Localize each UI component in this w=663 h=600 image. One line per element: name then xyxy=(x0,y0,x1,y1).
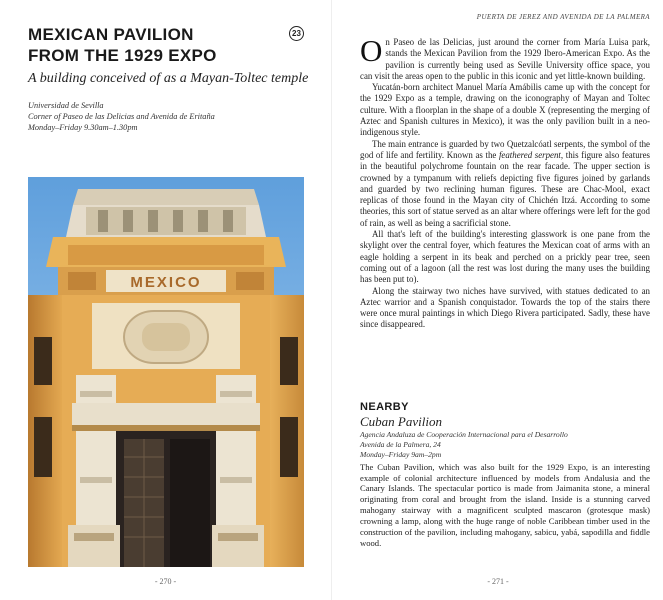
paragraph-3-emphasis: feathered serpent xyxy=(498,149,561,160)
entry-number-badge: 23 xyxy=(289,26,304,41)
info-address: Corner of Paseo de las Delicias and Avenida de Eritaña xyxy=(28,112,215,121)
nearby-section xyxy=(360,400,650,549)
right-page-number: - 271 - xyxy=(487,577,509,586)
paragraph-1-text: n Paseo de las Delicias, just around the corner from María Luisa park, stands the Mexican Pavilion from the 1929 Ibero-American Expo. As the pavilion is currently being used as Seville University office space, you can visit the areas open to the public in this iconic and yet little-known building. xyxy=(360,37,650,81)
pavilion-photo xyxy=(28,177,304,567)
paragraph-2: Yucatán-born architect Manuel María Amábilis came up with the concept for the 1929 Expo as a temple, drawing on the iconography of Mayan and Toltec culture. With a floorplan in the shape of a double X (representing the merging of Aztec and Spanish cultures in Mexico), it was the only pavilion built in a neo-indigenous style. xyxy=(360,82,650,138)
left-page xyxy=(0,0,331,600)
page-subtitle: A building conceived of as a Mayan-Toltec temple xyxy=(28,71,309,86)
title-line-2: FROM THE 1929 EXPO xyxy=(28,46,217,65)
visitor-info xyxy=(28,100,318,133)
nearby-heading: NEARBY xyxy=(360,401,409,413)
nearby-institution: Agencia Andaluza de Cooperación Internacional para el Desarrollo xyxy=(360,430,568,439)
article-body xyxy=(360,33,650,331)
title-line-1: MEXICAN PAVILION xyxy=(28,25,194,44)
mexico-sign: MEXICO xyxy=(130,274,202,291)
drop-cap: O xyxy=(360,33,383,68)
nearby-address: Avenida de la Palmera, 24 xyxy=(360,440,441,450)
paragraph-4: All that's left of the building's interesting glasswork is one pane from the skylight over the central foyer, which features the Mexican coat of arms with an eagle holding a serpent in its beak and perched on a prickly pear tree, seen coming out of a lagoon (all the rest was lost during the many uses the building has been put to). xyxy=(360,229,650,285)
paragraph-3 xyxy=(360,139,650,229)
paragraph-1 xyxy=(360,33,650,82)
paragraph-5: Along the stairway two niches have survived, with statues dedicated to an Aztec warrior and a Spanish conquistador. Towards the top of the stairs there were once mural paintings in which Diego Rivera participated. Sadly, these have since disappeared. xyxy=(360,285,650,330)
nearby-title: Cuban Pavilion xyxy=(360,414,442,429)
right-page xyxy=(331,0,663,600)
paragraph-3-text-a: The main entrance is guarded by two Quetzalcóatl serpents, the symbol of the god of life and fertility. Known as the xyxy=(360,138,650,160)
info-institution: Universidad de Sevilla xyxy=(28,101,104,110)
page-title xyxy=(28,24,298,66)
running-head: PUERTA DE JEREZ AND AVENIDA DE LA PALMERA xyxy=(476,13,650,21)
nearby-hours: Monday–Friday 9am–2pm xyxy=(360,450,442,460)
nearby-text: The Cuban Pavilion, which was also built for the 1929 Expo, is an interesting example of colonial architecture influenced by models from Andalusia and the Canary Islands. The spectacular portico is made from Jaimanita stone, a mineral originating from coral and brought from the island. Inside is a stunning carved mahogany stairway with a magnificent sculpted mascaron (grotesque mask) crowning a lamp, along with the huge range of noble Caribbean timber used in the construction of the pavilion, including mahogany, sabicu, yabá, sapodilla and fiddle wood. xyxy=(360,461,650,548)
nearby-info xyxy=(360,430,650,461)
info-hours: Monday–Friday 9.30am–1.30pm xyxy=(28,123,138,132)
left-page-number: - 270 - xyxy=(154,577,177,586)
paragraph-3-text-b: , this figure also features in the beautiful polychrome fountain on the rear facade. The upper section is crowned by a tympanum with reliefs depicting five figures joined by garlands and guarded by two reclining human figures. These are Chac-Mool, exact replicas of those found in the Mayan city of Chichén Itzá. According to some theories, this sort of statue served as an altar where offerings were left for the god of rain, as well as being a sacrificial stone. xyxy=(360,149,650,228)
